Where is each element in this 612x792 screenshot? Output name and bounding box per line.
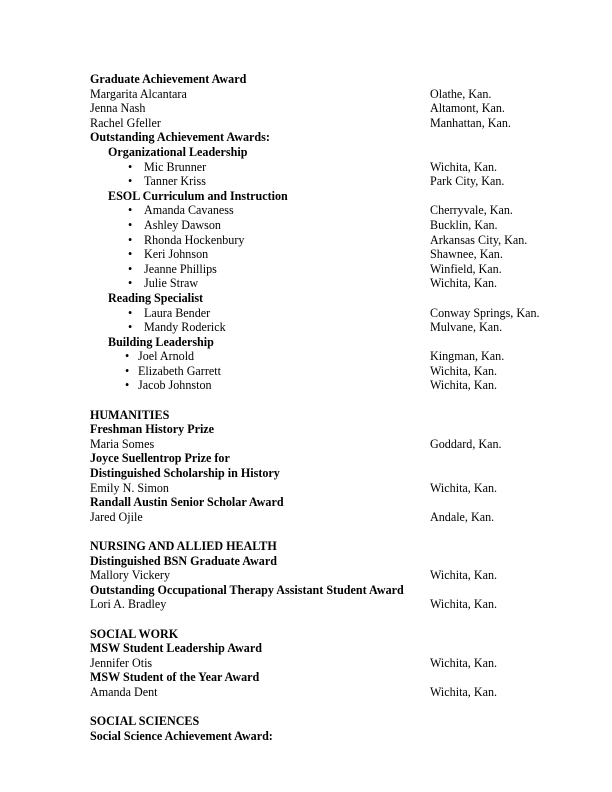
recipient-row bbox=[90, 276, 550, 291]
recipient-row bbox=[90, 349, 550, 364]
group-title: Building Leadership bbox=[108, 334, 214, 349]
section-heading: NURSING AND ALLIED HEALTH bbox=[90, 539, 277, 553]
recipient-row bbox=[90, 247, 550, 262]
recipient-row bbox=[90, 320, 550, 335]
recipient-name: Jared Ojile bbox=[90, 509, 143, 524]
recipient-name: Margarita Alcantara bbox=[90, 86, 187, 101]
recipient-name: Mallory Vickery bbox=[90, 568, 170, 583]
recipient-row bbox=[90, 481, 550, 496]
recipient-name: Amanda Dent bbox=[90, 684, 158, 699]
recipient-name: Mandy Roderick bbox=[144, 320, 226, 335]
recipient-name: Rhonda Hockenbury bbox=[144, 232, 245, 247]
recipient-location: Bucklin, Kan. bbox=[430, 217, 498, 232]
recipient-location: Wichita, Kan. bbox=[430, 684, 498, 699]
recipient-row bbox=[90, 233, 550, 248]
recipient-name: Jennifer Otis bbox=[90, 655, 153, 670]
recipient-name: Laura Bender bbox=[144, 305, 211, 320]
section-heading: SOCIAL SCIENCES bbox=[90, 714, 200, 729]
recipient-name: Ashley Dawson bbox=[144, 217, 221, 232]
recipient-location: Wichita, Kan. bbox=[430, 480, 498, 495]
recipient-row bbox=[90, 685, 550, 700]
section-heading: SOCIAL WORK bbox=[90, 626, 179, 641]
award-title: Social Science Achievement Award: bbox=[90, 728, 273, 743]
recipient-location: Wichita, Kan. bbox=[430, 276, 498, 291]
recipient-row bbox=[90, 101, 550, 116]
recipient-row bbox=[90, 656, 550, 671]
group-title: ESOL Curriculum and Instruction bbox=[108, 188, 288, 203]
recipient-location: Kingman, Kan. bbox=[430, 349, 505, 364]
bullet: • bbox=[128, 174, 133, 189]
recipient-row bbox=[90, 203, 550, 218]
bullet: • bbox=[128, 247, 133, 262]
recipient-name: Emily N. Simon bbox=[90, 480, 169, 495]
recipient-row bbox=[90, 218, 550, 233]
recipient-name: Jenna Nash bbox=[90, 101, 146, 116]
recipient-name: Julie Straw bbox=[144, 276, 199, 291]
recipient-location: Manhattan, Kan. bbox=[430, 115, 511, 130]
award-title: Distinguished Scholarship in History bbox=[90, 466, 280, 481]
recipient-location: Wichita, Kan. bbox=[430, 568, 498, 583]
bullet: • bbox=[128, 320, 133, 335]
recipient-location: Cherryvale, Kan. bbox=[430, 203, 513, 218]
recipient-location: Goddard, Kan. bbox=[430, 436, 502, 451]
bullet: • bbox=[125, 363, 130, 378]
bullet: • bbox=[128, 217, 133, 232]
group-title: Organizational Leadership bbox=[108, 144, 248, 159]
bullet: • bbox=[128, 276, 133, 291]
recipient-row bbox=[90, 87, 550, 102]
recipient-location: Arkansas City, Kan. bbox=[430, 232, 528, 247]
recipient-name: Elizabeth Garrett bbox=[138, 363, 221, 378]
recipient-row bbox=[90, 160, 550, 175]
bullet: • bbox=[125, 378, 130, 393]
recipient-name: Joel Arnold bbox=[138, 349, 195, 364]
recipient-name: Mic Brunner bbox=[144, 159, 207, 174]
recipient-row bbox=[90, 116, 550, 131]
recipient-location: Wichita, Kan. bbox=[430, 378, 498, 393]
award-title: MSW Student Leadership Award bbox=[90, 641, 262, 656]
recipient-location: Altamont, Kan. bbox=[430, 101, 505, 116]
recipient-row bbox=[90, 378, 550, 393]
recipient-name: Maria Somes bbox=[90, 436, 155, 451]
recipient-location: Wichita, Kan. bbox=[430, 159, 498, 174]
recipient-location: Mulvane, Kan. bbox=[430, 320, 503, 335]
recipient-location: Winfield, Kan. bbox=[430, 261, 502, 276]
recipient-row bbox=[90, 568, 550, 583]
recipient-row bbox=[90, 510, 550, 525]
recipient-row bbox=[90, 306, 550, 321]
recipient-row bbox=[90, 437, 550, 452]
award-title: Outstanding Achievement Awards: bbox=[90, 130, 270, 145]
recipient-name: Jeanne Phillips bbox=[144, 261, 217, 276]
section-heading: HUMANITIES bbox=[90, 407, 170, 422]
recipient-location: Shawnee, Kan. bbox=[430, 247, 503, 262]
bullet: • bbox=[125, 349, 130, 364]
recipient-name: Rachel Gfeller bbox=[90, 115, 161, 130]
recipient-name: Lori A. Bradley bbox=[90, 597, 167, 612]
award-title: Graduate Achievement Award bbox=[90, 72, 247, 86]
recipient-row bbox=[90, 262, 550, 277]
bullet: • bbox=[128, 159, 133, 174]
award-title: Freshman History Prize bbox=[90, 422, 215, 437]
award-title: Joyce Suellentrop Prize for bbox=[90, 451, 230, 466]
recipient-location: Conway Springs, Kan. bbox=[430, 305, 540, 320]
bullet: • bbox=[128, 232, 133, 247]
recipient-name: Amanda Cavaness bbox=[144, 203, 234, 218]
bullet: • bbox=[128, 305, 133, 320]
recipient-location: Andale, Kan. bbox=[430, 509, 495, 524]
recipient-location: Wichita, Kan. bbox=[430, 363, 498, 378]
recipient-row bbox=[90, 364, 550, 379]
bullet: • bbox=[128, 203, 133, 218]
recipient-name: Tanner Kriss bbox=[144, 174, 206, 189]
recipient-location: Wichita, Kan. bbox=[430, 597, 498, 612]
award-title: MSW Student of the Year Award bbox=[90, 670, 260, 685]
award-title: Randall Austin Senior Scholar Award bbox=[90, 495, 284, 510]
recipient-name: Keri Johnson bbox=[144, 247, 209, 262]
recipient-name: Jacob Johnston bbox=[138, 378, 212, 393]
bullet: • bbox=[128, 261, 133, 276]
recipient-location: Olathe, Kan. bbox=[430, 86, 492, 101]
award-title: Outstanding Occupational Therapy Assistant Student Award bbox=[90, 582, 404, 597]
recipient-row bbox=[90, 174, 550, 189]
group-title: Reading Specialist bbox=[108, 290, 204, 305]
award-title: Distinguished BSN Graduate Award bbox=[90, 553, 277, 568]
recipient-location: Park City, Kan. bbox=[430, 174, 505, 189]
recipient-row bbox=[90, 597, 550, 612]
recipient-location: Wichita, Kan. bbox=[430, 655, 498, 670]
document-page bbox=[90, 72, 550, 743]
